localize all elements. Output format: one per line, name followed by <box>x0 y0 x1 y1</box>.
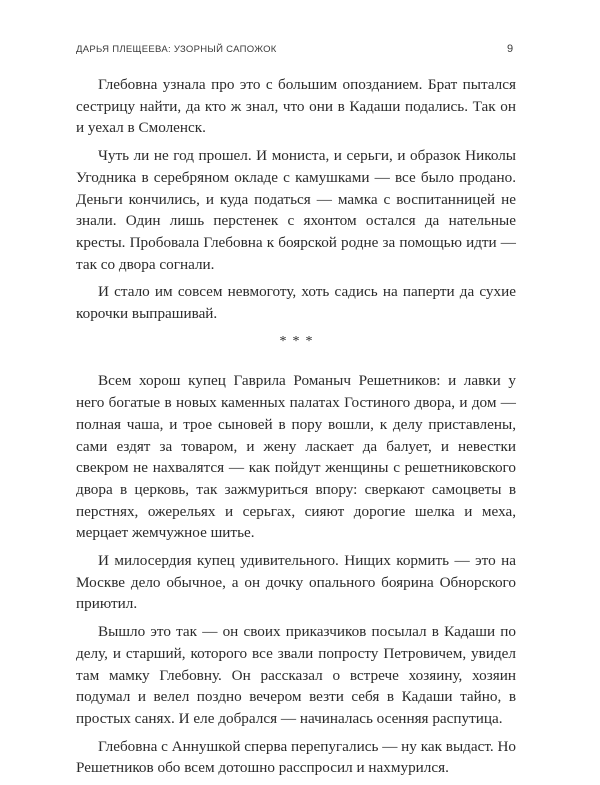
paragraph: Чуть ли не год прошел. И мониста, и серьги, и образок Николы Угодника в серебряном окладе с камушками — все было продано. Деньги кончились, и куда податься — мамка с воспитанницей не знали. Один лишь перстенек с яхонтом остался да нательные кресты. Пробовала Глебовна к боярской родне за помощью идти — так со двора согнали. <box>76 147 516 273</box>
paragraph: И милосердия купец удивительного. Нищих кормить — это на Москве дело обычное, а он дочку опального боярина Обнорского приютил. <box>76 552 516 613</box>
section-separator: *** <box>279 333 319 349</box>
body-text <box>76 74 516 785</box>
paragraph: Глебовна узнала про это с большим опозданием. Брат пытался сестрицу найти, да кто ж знал, что они в Кадаши подались. Так он и уехал в Смоленск. <box>76 76 516 137</box>
paragraph: Глебовна с Аннушкой сперва перепугались — ну как выдаст. Но Решетников обо всем дотошно расспросил и нахмурился. <box>76 737 517 777</box>
running-title: ДАРЬЯ ПЛЕЩЕЕВА: УЗОРНЫЙ САПОЖОК <box>76 44 277 55</box>
paragraph: И стало им совсем невмоготу, хоть садись на паперти да сухие корочки выпрашивай. <box>76 283 516 323</box>
paragraph: Всем хорош купец Гаврила Романыч Решетников: и лавки у него богатые в новых каменных палатах Гостиного двора, и дом — полная чаша, и трое сыновей в пору вошли, к делу приставлены, сами ездят за товаром, и жену ласкает да балует, и невестки свекром не нахвалятся — как пойдут женщины с решетниковского двора в церковь, так зажмуриться впору: сверкают самоцветы в перстнях, ожерельях и серьгах, сияют дорогие шелка и меха, мерцает жемчужное шитье. <box>76 372 516 542</box>
paragraph: Вышло это так — он своих приказчиков посылал в Кадаши по делу, и старший, которого все звали попросту Петровичем, увидел там мамку Глебовну. Он рассказал о встрече хозяину, хозяин подумал и велел поздно вечером везти себя в Кадаши тайно, в простых санях. И еле добрался — начиналась осенняя распутица. <box>76 623 516 727</box>
page-number: 9 <box>507 43 514 55</box>
